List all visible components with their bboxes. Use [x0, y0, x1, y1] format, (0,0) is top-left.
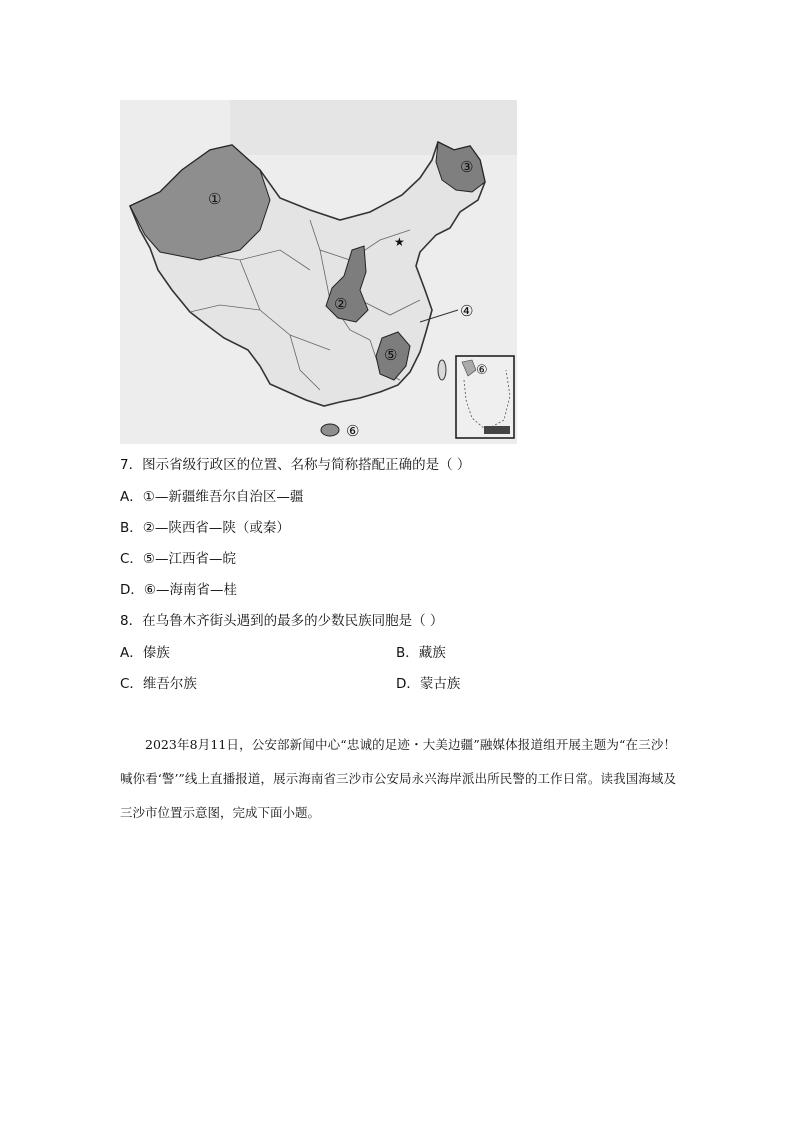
marker-3: ③	[460, 158, 474, 176]
marker-6-inset: ⑥	[476, 363, 488, 378]
question-7-option-d[interactable]: D．⑥—海南省—桂	[120, 582, 237, 598]
inset-label-box	[484, 426, 510, 434]
reading-passage: 2023年8月11日，公安部新闻中心“忠诚的足迹・大美边疆”融媒体报道组开展主题为“在三沙！喊你看‘警’”线上直播报道，展示海南省三沙市公安局永兴海岸派出所民警的工作日常。读我国海域及三沙市位置示意图，完成下面小题。	[120, 737, 676, 820]
taiwan-island	[438, 360, 446, 380]
question-7-option-b[interactable]: B．②—陕西省—陕（或秦）	[120, 520, 290, 536]
capital-star-icon: ★	[394, 235, 405, 249]
question-8-option-d[interactable]: D．蒙古族	[396, 676, 461, 692]
marker-1: ①	[208, 190, 222, 208]
question-8-option-b[interactable]: B．藏族	[396, 645, 446, 661]
question-8-option-a[interactable]: A．傣族	[120, 645, 170, 661]
faded-print-area	[230, 100, 517, 155]
hainan-island	[321, 424, 339, 436]
question-7-option-c[interactable]: C．⑤—江西省—皖	[120, 551, 237, 567]
question-8-stem: 8．在乌鲁木齐街头遇到的最多的少数民族同胞是（ ）	[120, 613, 444, 629]
question-7-option-a[interactable]: A．①—新疆维吾尔自治区—疆	[120, 489, 304, 505]
question-8-option-c[interactable]: C．维吾尔族	[120, 676, 197, 692]
question-7-stem: 7．图示省级行政区的位置、名称与简称搭配正确的是（ ）	[120, 457, 471, 473]
marker-4: ④	[460, 302, 474, 320]
marker-5: ⑤	[384, 346, 398, 364]
marker-2: ②	[334, 295, 348, 313]
marker-6: ⑥	[346, 422, 360, 440]
china-map-figure	[120, 100, 517, 444]
